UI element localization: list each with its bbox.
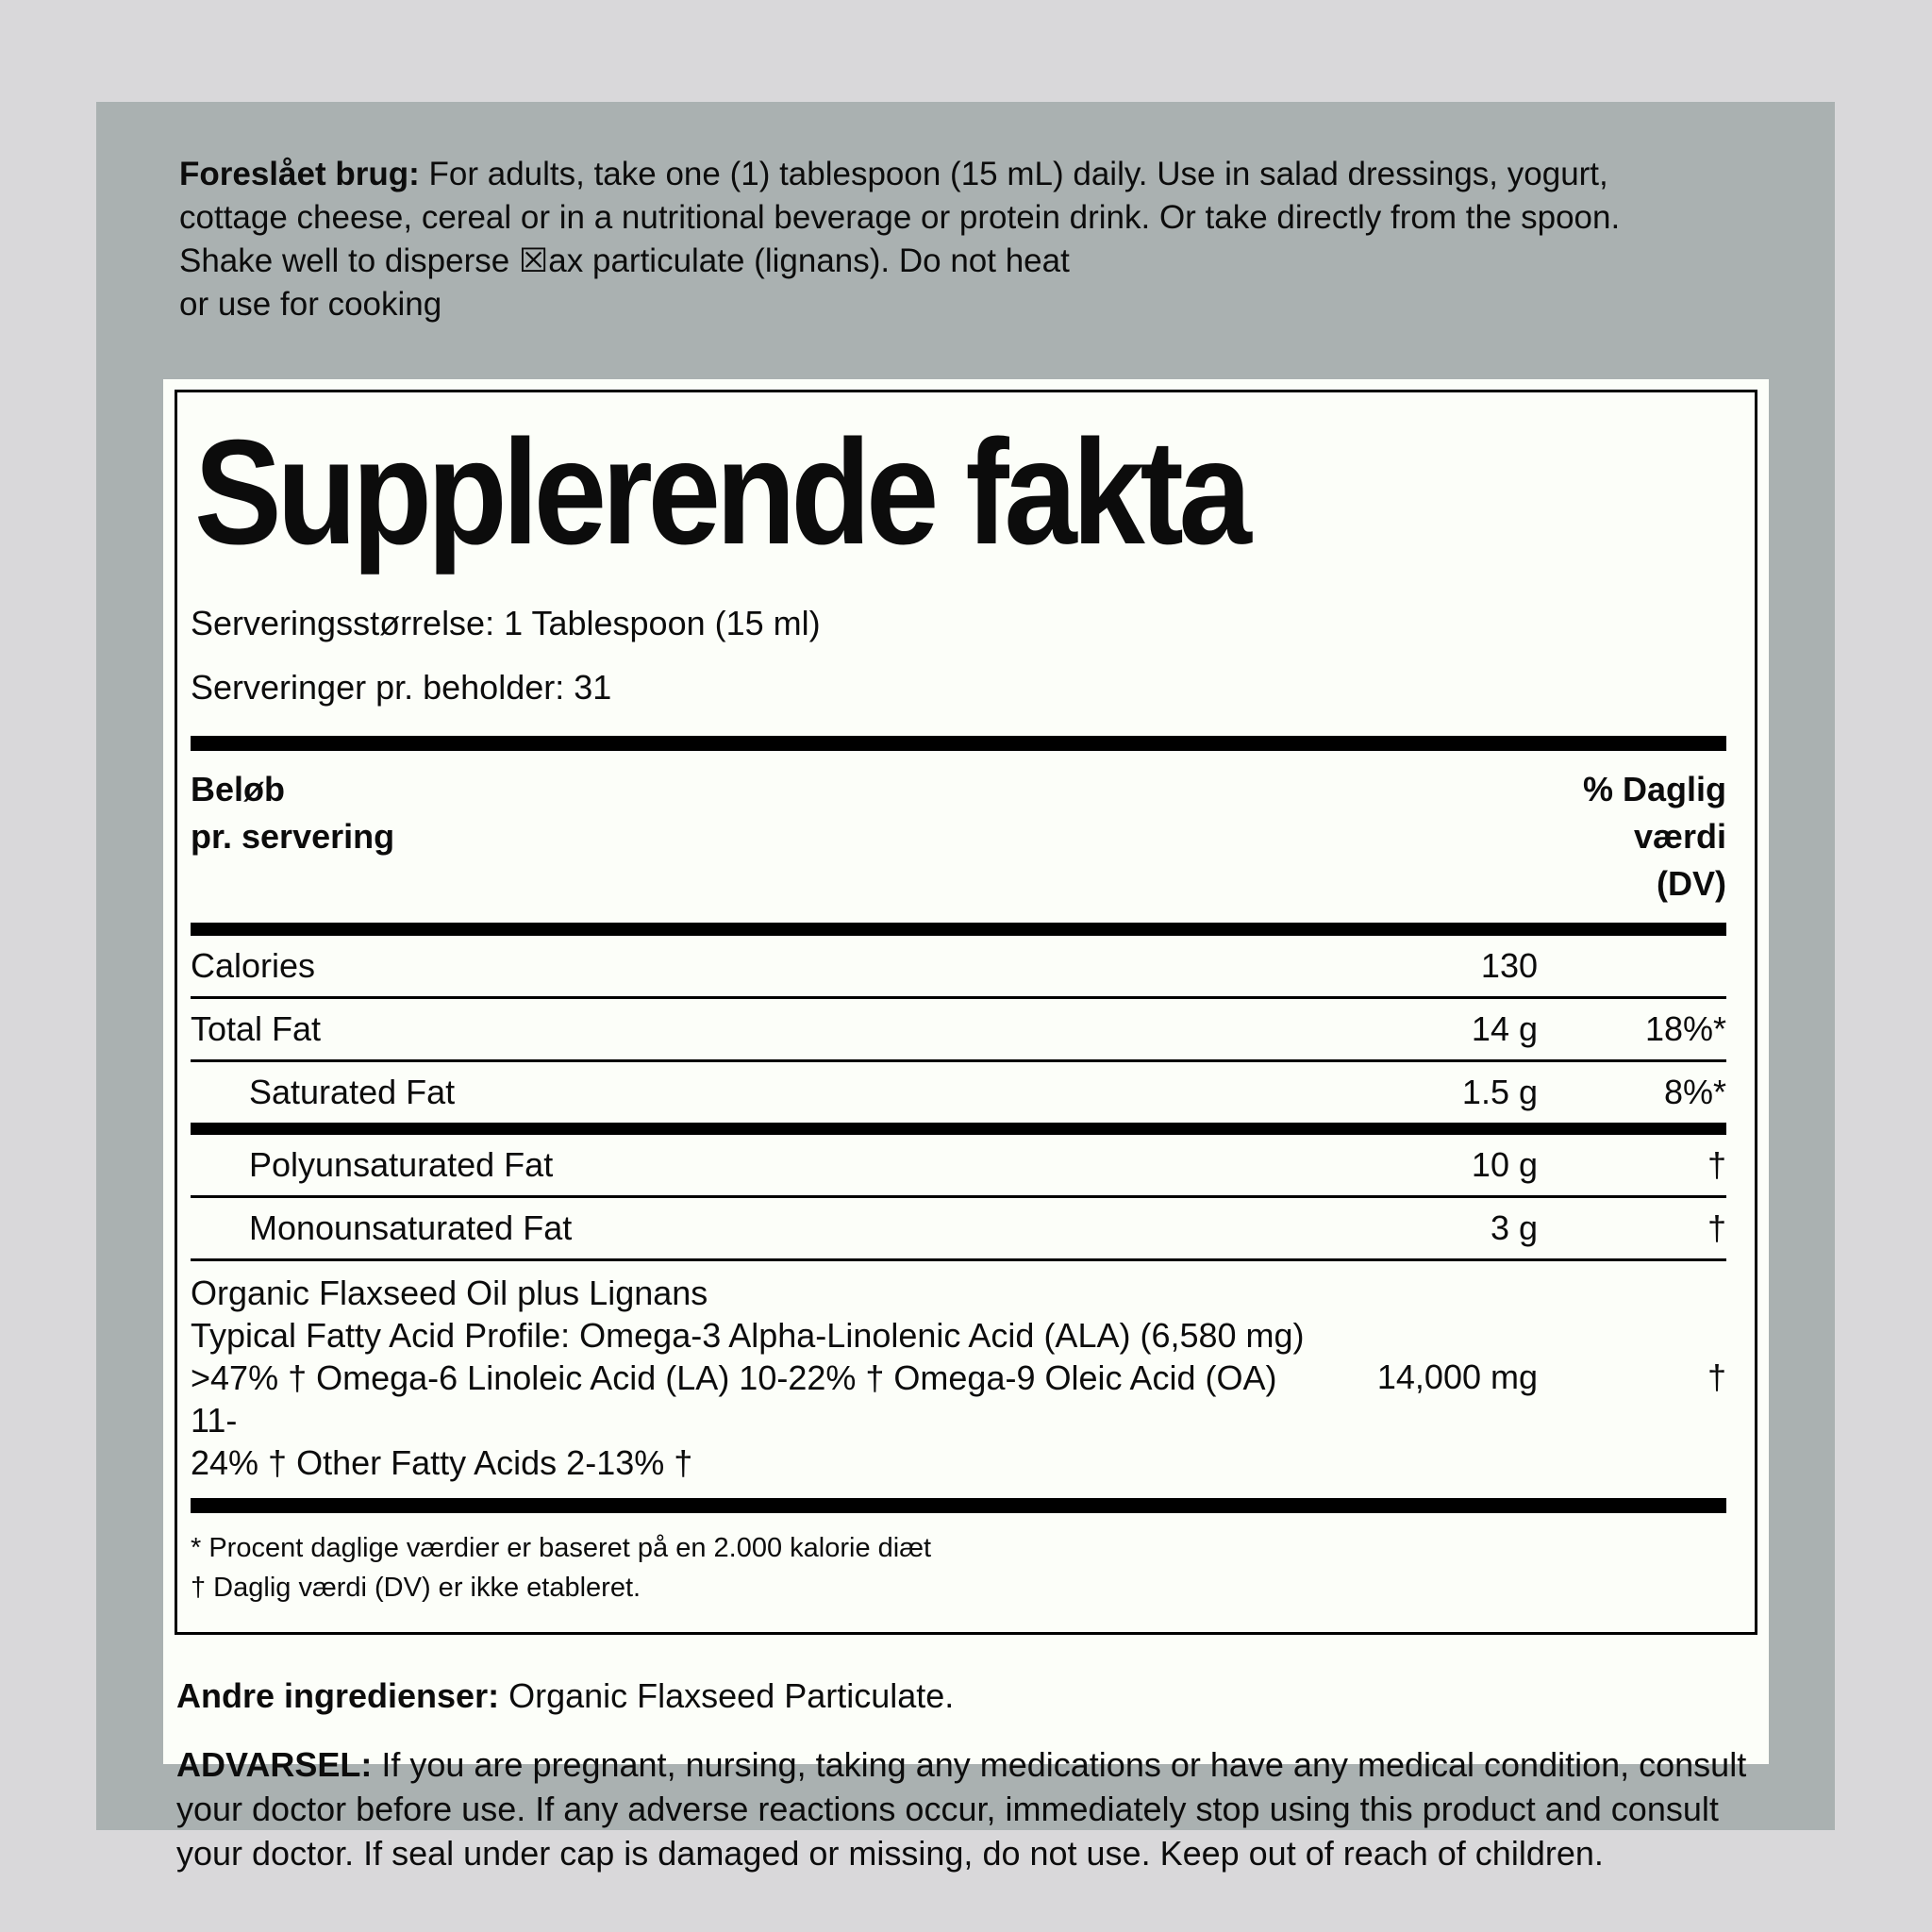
facts-title: Supplerende fakta (194, 409, 1247, 575)
row-dv: † (1707, 1144, 1726, 1184)
other-ingredients-text: Organic Flaxseed Particulate. (508, 1675, 955, 1715)
warning-label: ADVARSEL: (176, 1744, 373, 1784)
other-ingredients (176, 1676, 1754, 1716)
row-dv: 18%* (1644, 1008, 1726, 1048)
row-dv: † (1707, 1357, 1726, 1397)
table-row-flaxseed-oil (191, 1258, 1726, 1494)
suggested-use-text: For adults, take one (1) tablespoon (15 mL) daily. Use in salad dressings, yogurt, cottage cheese, cereal or in a nutritional beverage or protein drink. Or take directly from the spoon. Shake well to disperse ☒ax particulate (lignans). Do not heat (179, 156, 1621, 279)
supplement-label (163, 379, 1769, 1873)
header-daily-value: % Daglig værdi (DV) (1582, 769, 1726, 903)
suggested-use-label: Foreslået brug: (179, 156, 420, 192)
row-amount: 130 (1480, 945, 1538, 985)
row-amount: 3 g (1490, 1208, 1538, 1247)
row-name: Saturated Fat (249, 1072, 456, 1111)
warning-paragraph (176, 1742, 1748, 1875)
row-dv: 8%* (1663, 1072, 1726, 1111)
warning-text: If you are pregnant, nursing, taking any medications or have any medical condition, consult your doctor before use. If any adverse reactions occur, immediately stop using this product and consult your doctor. If seal under cap is damaged or missing, do not use. Keep out of reach of children. (176, 1744, 1747, 1873)
row-dv: † (1707, 1208, 1726, 1247)
table-row-monounsaturated-fat (191, 1195, 1726, 1258)
row-name: Monounsaturated Fat (249, 1208, 573, 1247)
footnote-daily-values: * Procent daglige værdier er baseret på en 2.000 kalorie diæt (191, 1532, 932, 1563)
servings-per-container: Serveringer pr. beholder: 31 (191, 667, 612, 707)
other-ingredients-label: Andre ingredienser: (176, 1675, 500, 1715)
supplement-facts-box (175, 390, 1757, 1635)
row-amount: 10 g (1471, 1144, 1538, 1184)
label-panel (96, 102, 1835, 1873)
row-name: Polyunsaturated Fat (249, 1144, 554, 1184)
table-row-saturated-fat (191, 1059, 1726, 1123)
table-row-calories (191, 936, 1726, 996)
row-amount: 14 g (1471, 1008, 1538, 1048)
row-amount: 14,000 mg (1376, 1357, 1538, 1397)
header-amount-per-serving: Beløb pr. servering (191, 769, 395, 856)
table-row-polyunsaturated-fat (191, 1135, 1726, 1195)
footnotes (191, 1513, 1726, 1621)
serving-size: Serveringsstørrelse: 1 Tablespoon (15 ml) (191, 603, 821, 642)
table-header (191, 751, 1726, 923)
row-name: Total Fat (191, 1008, 322, 1048)
footnote-dv-not-established: † Daglig værdi (DV) er ikke etableret. (191, 1572, 641, 1603)
divider-thick (191, 1123, 1726, 1135)
suggested-use-line2: or use for cooking (179, 286, 442, 323)
row-name: Calories (191, 945, 316, 985)
table-row-total-fat (191, 996, 1726, 1059)
divider-thick (191, 1498, 1726, 1513)
row-amount: 1.5 g (1461, 1072, 1538, 1111)
divider-thick (191, 923, 1726, 936)
suggested-use-paragraph (179, 153, 1632, 326)
row-name: Organic Flaxseed Oil plus Lignans Typical Fatty Acid Profile: Omega-3 Alpha-Linolenic Acid (ALA) (6,580 mg) >47% † Omega-6 Linoleic Acid (LA) 10-22% † Omega-9 Oleic Acid (OA) 11- 24% † Other Fatty Acids 2-13% † (191, 1273, 1305, 1482)
divider-thick (191, 736, 1726, 751)
